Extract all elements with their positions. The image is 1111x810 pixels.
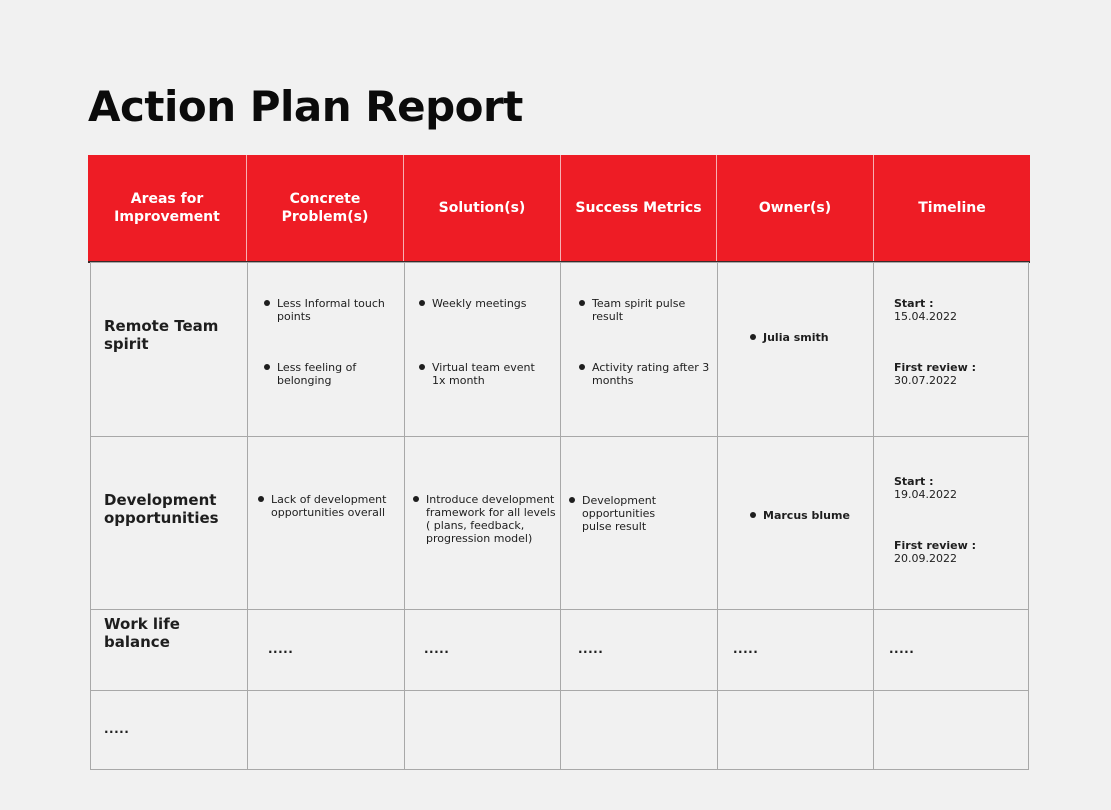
row-divider — [91, 690, 1028, 691]
column-header-timeline: Timeline — [918, 200, 986, 216]
review-label: First review : — [894, 539, 977, 552]
start-label: Start : — [894, 297, 934, 310]
timeline-start — [894, 475, 957, 501]
start-date: 15.04.2022 — [894, 310, 957, 323]
page-title: Action Plan Report — [88, 82, 523, 131]
metric-item: Team spirit pulse result — [579, 297, 702, 323]
review-date: 20.09.2022 — [894, 552, 957, 565]
table-row-area: Development opportunities — [104, 491, 219, 527]
column-divider — [717, 263, 718, 769]
owner-item: Marcus blume — [750, 509, 883, 522]
review-label: First review : — [894, 361, 977, 374]
placeholder-dots: ..... — [889, 642, 915, 656]
problem-item: Lack of development opportunities overall — [258, 493, 396, 519]
placeholder-dots: ..... — [104, 722, 130, 736]
review-date: 30.07.2022 — [894, 374, 957, 387]
table-row-area: Work life balance — [104, 615, 180, 651]
placeholder-dots: ..... — [578, 642, 604, 656]
row-divider — [91, 436, 1028, 437]
metric-item: Development opportunities pulse result — [569, 494, 672, 533]
timeline-review — [894, 361, 976, 387]
column-header-solutions: Solution(s) — [404, 155, 561, 261]
column-header-problems: Concrete Problem(s) — [247, 155, 404, 261]
problem-item: Less feeling of belonging — [264, 361, 402, 387]
placeholder-dots: ..... — [424, 642, 450, 656]
timeline-review — [894, 539, 976, 565]
metric-item: Activity rating after 3 months — [579, 361, 717, 387]
column-header-metrics: Success Metrics — [561, 155, 717, 261]
action-plan-table — [90, 262, 1029, 770]
start-date: 19.04.2022 — [894, 488, 957, 501]
column-header-owners: Owner(s) — [717, 155, 874, 261]
column-divider — [404, 263, 405, 769]
row-divider — [91, 609, 1028, 610]
solution-item: Introduce development framework for all levels ( plans, feedback, progression model) — [413, 493, 561, 545]
problem-item: Less Informal touch points — [264, 297, 402, 323]
placeholder-dots: ..... — [733, 642, 759, 656]
placeholder-dots: ..... — [268, 642, 294, 656]
owner-item: Julia smith — [750, 331, 873, 344]
start-label: Start : — [894, 475, 934, 488]
timeline-start — [894, 297, 957, 323]
solution-item: Virtual team event 1x month — [419, 361, 542, 387]
table-header — [88, 155, 1030, 263]
column-divider — [247, 263, 248, 769]
column-header-areas: Areas for Improvement — [88, 155, 247, 261]
table-row-area: Remote Team spirit — [104, 317, 219, 353]
solution-item: Weekly meetings — [419, 297, 562, 310]
